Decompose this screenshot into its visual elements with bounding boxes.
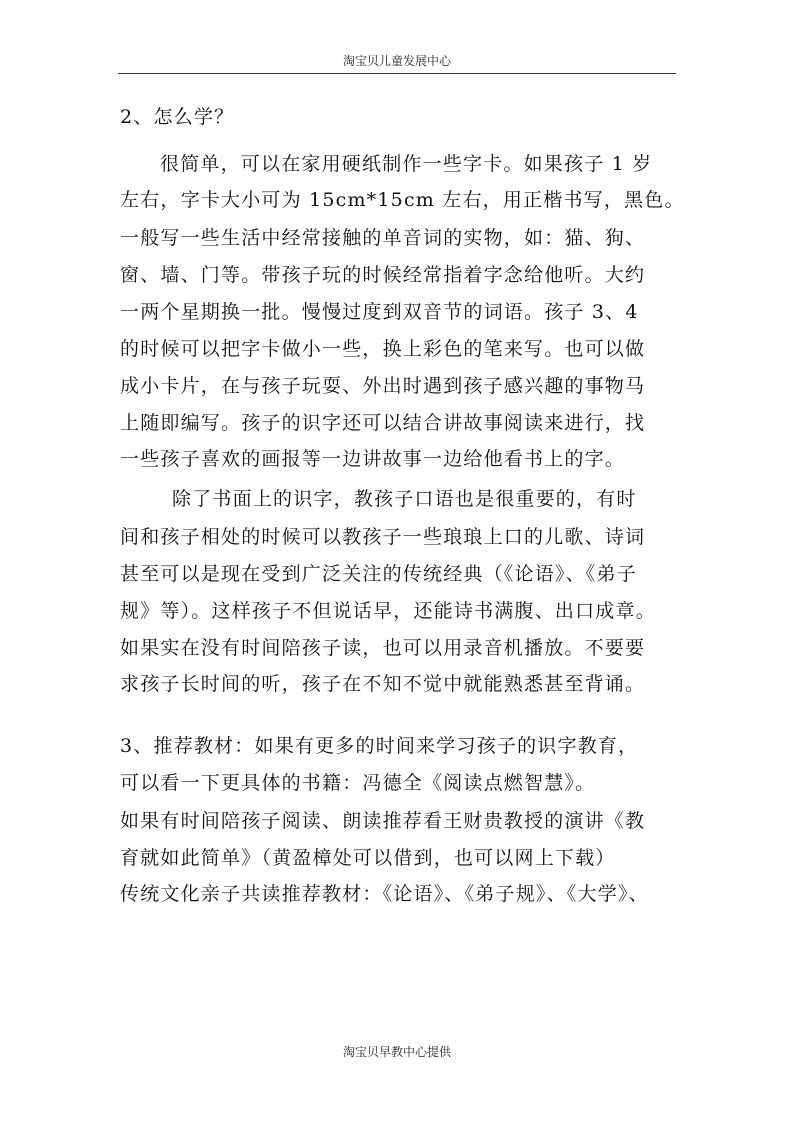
paragraph-1-line: 一些孩子喜欢的画报等一边讲故事一边给他看书上的字。 [120, 448, 626, 470]
paragraph-2-line: 间和孩子相处的时候可以教孩子一些琅琅上口的儿歌、诗词 [120, 526, 646, 548]
page-header: 淘宝贝儿童发展中心 [342, 54, 451, 68]
section-3-line: 3、推荐教材：如果有更多的时间来学习孩子的识字教育， [120, 735, 639, 757]
paragraph-1-line: 很简单，可以在家用硬纸制作一些字卡。如果孩子 1 岁 [160, 153, 653, 175]
section-3-line: 可以看一下更具体的书籍：冯德全《阅读点燃智慧》。 [120, 772, 596, 794]
paragraph-2-line: 如果实在没有时间陪孩子读，也可以用录音机播放。不要要 [120, 637, 646, 659]
paragraph-2-line: 甚至可以是现在受到广泛关注的传统经典（《论语》、《弟子 [120, 563, 637, 585]
page-footer: 淘宝贝早教中心提供 [342, 1045, 451, 1059]
section-3-line: 传统文化亲子共读推荐教材：《论语》、《弟子规》、《大学》、 [120, 883, 649, 905]
paragraph-2-line: 规》等）。这样孩子不但说话早，还能诗书满腹、出口成章。 [120, 600, 656, 622]
paragraph-1-line: 的时候可以把字卡做小一些，换上彩色的笔来写。也可以做 [120, 338, 646, 360]
header-divider [118, 73, 676, 74]
section-3-line: 育就如此简单》（黄盈樟处可以借到，也可以网上下载） [120, 847, 616, 869]
section-3-line: 如果有时间陪孩子阅读、朗读推荐看王财贵教授的演讲《教 [120, 810, 646, 832]
paragraph-1-line: 一般写一些生活中经常接触的单音词的实物，如：猫、狗、 [120, 227, 646, 249]
paragraph-1-line: 一两个星期换一批。慢慢过度到双音节的词语。孩子 3、4 [120, 301, 639, 323]
section-2-heading: 2、怎么学？ [120, 106, 235, 128]
paragraph-1-line: 窗、墙、门等。带孩子玩的时候经常指着字念给他听。大约 [120, 264, 646, 286]
paragraph-2-line: 求孩子长时间的听，孩子在不知不觉中就能熟悉甚至背诵。 [120, 673, 646, 695]
paragraph-2-line: 除了书面上的识字，教孩子口语也是很重要的，有时 [172, 488, 637, 510]
paragraph-1-line: 上随即编写。孩子的识字还可以结合讲故事阅读来进行，找 [120, 412, 646, 434]
paragraph-1-line: 成小卡片，在与孩子玩耍、外出时遇到孩子感兴趣的事物马 [120, 375, 646, 397]
paragraph-1-line: 左右，字卡大小可为 15cm*15cm 左右，用正楷书写，黑色。 [120, 189, 685, 211]
